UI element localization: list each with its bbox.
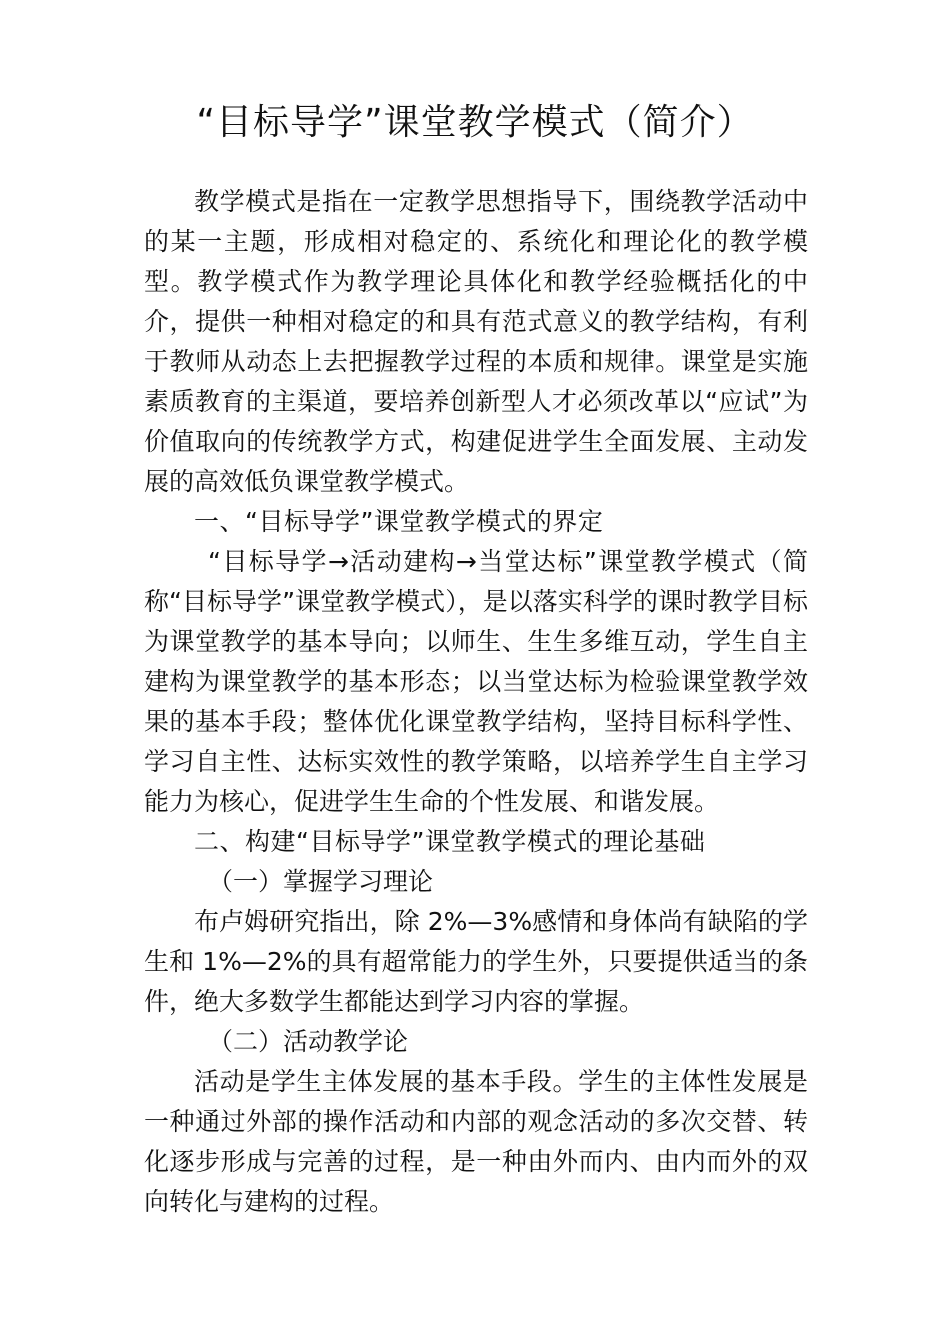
subsection-heading-2: （二）活动教学论 — [208, 1027, 409, 1056]
section-heading-2: 二、构建“目标导学”课堂教学模式的理论基础 — [194, 827, 706, 856]
document-title: “目标导学”课堂教学模式（简介） — [196, 102, 754, 143]
subsection-heading-1: （一）掌握学习理论 — [208, 867, 434, 896]
paragraph-mastery-learning: 布卢姆研究指出，除 2%—3%感情和身体尚有缺陷的学生和 1%—2%的具有超常能力的学生外，只要提供适当的条件，绝大多数学生都能达到学习内容的掌握。 — [144, 907, 808, 1016]
document-body — [144, 182, 808, 1222]
paragraph-activity-teaching: 活动是学生主体发展的基本手段。学生的主体性发展是一种通过外部的操作活动和内部的观念活动的多次交替、转化逐步形成与完善的过程，是一种由外而内、由内而外的双向转化与建构的过程。 — [144, 1067, 808, 1216]
paragraph-intro: 教学模式是指在一定教学思想指导下，围绕教学活动中的某一主题，形成相对稳定的、系统化和理论化的教学模型。教学模式作为教学理论具体化和教学经验概括化的中介，提供一种相对稳定的和具有范式意义的教学结构，有利于教师从动态上去把握教学过程的本质和规律。课堂是实施素质教育的主渠道，要培养创新型人才必须改革以“应试”为价值取向的传统教学方式，构建促进学生全面发展、主动发展的高效低负课堂教学模式。 — [144, 187, 808, 496]
section-heading-1: 一、“目标导学”课堂教学模式的界定 — [194, 507, 604, 536]
paragraph-definition: “目标导学→活动建构→当堂达标”课堂教学模式（简称“目标导学”课堂教学模式），是以落实科学的课时教学目标为课堂教学的基本导向；以师生、生生多维互动，学生自主建构为课堂教学的基本形态；以当堂达标为检验课堂教学效果的基本手段；整体优化课堂教学结构，坚持目标科学性、学习自主性、达标实效性的教学策略，以培养学生自主学习能力为核心，促进学生生命的个性发展、和谐发展。 — [144, 547, 808, 816]
